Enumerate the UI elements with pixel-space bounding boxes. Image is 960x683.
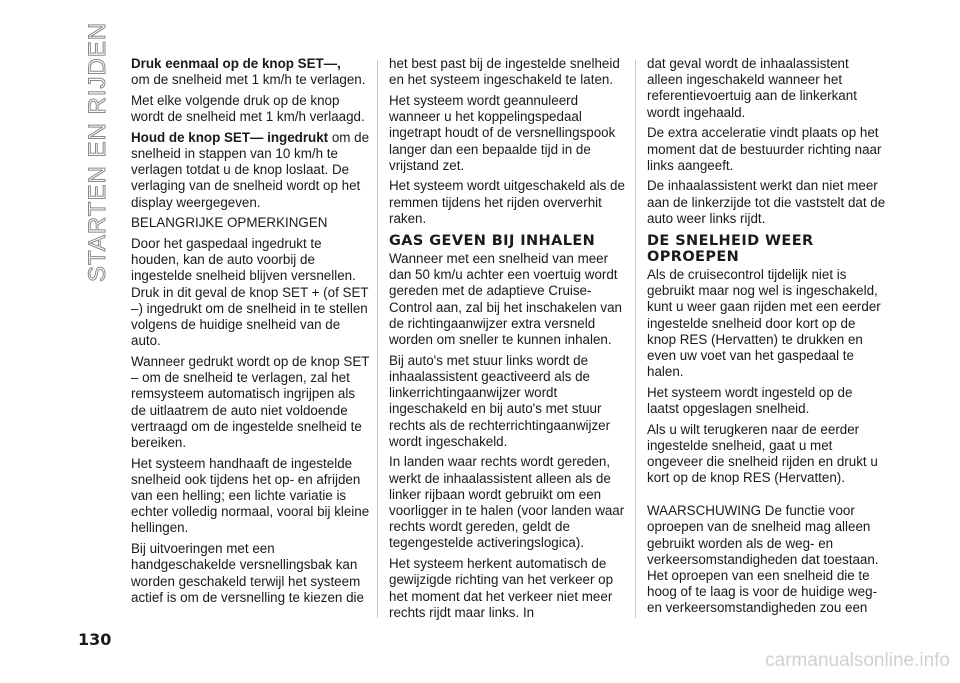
paragraph-text: om de snelheid in stappen van 10 km/h te verlagen totdat u de knop loslaat. De verlaging van de snelheid wordt op het display weergegeven. xyxy=(131,129,370,210)
paragraph xyxy=(131,130,371,211)
section-heading: DE SNELHEID WEER OPROEPEN xyxy=(647,233,814,266)
paragraph: Het systeem wordt ingesteld op de laatst opgeslagen snelheid. xyxy=(647,384,853,417)
paragraph: Het systeem wordt uitgeschakeld als de remmen tijdens het rijden oververhit raken. xyxy=(389,178,625,226)
paragraph: Bij uitvoeringen met een handgeschakelde versnellingsbak kan worden geschakeld terwijl het systeem actief is om de versnelling te kiezen die xyxy=(131,541,364,605)
paragraph: Als u wilt terugkeren naar de eerder ingestelde snelheid, gaat u met ongeveer die snelheid rijden en drukt u kort op de knop RES (Hervatten). xyxy=(647,421,878,486)
bold-instruction: Houd de knop SET— ingedrukt xyxy=(131,129,329,145)
paragraph-text: om de snelheid met 1 km/h te verlagen. xyxy=(131,72,366,88)
chapter-side-title-text: STARTEN EN RIJDEN xyxy=(84,21,111,282)
section-heading: GAS GEVEN BIJ INHALEN xyxy=(389,233,596,250)
page-number: 130 xyxy=(78,630,112,649)
paragraph: Wanneer gedrukt wordt op de knop SET – om de snelheid te verlagen, zal het remsysteem automatisch ingrijpen als de uitlaatrem de auto niet voldoende vertraagd om de ingestelde snelheid te bereiken. xyxy=(131,353,370,450)
warning-paragraph: WAARSCHUWING De functie voor oproepen van de snelheid mag alleen gebruikt worden als de weg- en verkeersomstandigheden dat toestaan. Het oproepen van een snelheid die te hoog of te laag is voor de huidige weg- en verkeersomstandigheden zou een xyxy=(647,503,879,616)
paragraph: dat geval wordt de inhaalassistent alleen ingeschakeld wanneer het referentievoertuig aan de linkerkant wordt ingehaald. xyxy=(647,56,857,120)
paragraph: Door het gaspedaal ingedrukt te houden, kan de auto voorbij de ingestelde snelheid blijven versnellen. Druk in dit geval de knop SET + (of SET –) ingedrukt om de snelheid in te stellen volgens de huidige snelheid van de auto. xyxy=(131,236,369,349)
text-column-3 xyxy=(647,56,887,621)
chapter-side-title xyxy=(80,21,112,282)
notes-heading: BELANGRIJKE OPMERKINGEN xyxy=(131,215,328,231)
paragraph: Bij auto's met stuur links wordt de inhaalassistent geactiveerd als de linkerrichtingaanwijzer wordt ingeschakeld en bij auto's met stuur rechts als de rechterrichtingaanwijzer wordt ingeschakeld. xyxy=(389,352,611,449)
spacer xyxy=(647,491,887,503)
paragraph: Het systeem herkent automatisch de gewijzigde richting van het verkeer op het moment dat het verkeer niet meer rechts rijdt maar links. In xyxy=(389,556,614,620)
text-column-2 xyxy=(389,56,629,626)
paragraph xyxy=(131,56,371,88)
watermark: carmanualsonline.info xyxy=(765,650,950,671)
paragraph: In landen waar rechts wordt gereden, werkt de inhaalassistent alleen als de linker rijbaan wordt gebruikt om een voorligger in te halen (voor landen waar rechts wordt gereden, geldt de tegengestelde activeringslogica). xyxy=(389,454,625,551)
paragraph: Wanneer met een snelheid van meer dan 50 km/u achter een voertuig wordt gereden met de adaptieve Cruise-Control aan, zal bij het inschakelen van de richtingaanwijzer extra versneld worden om sneller te kunnen inhalen. xyxy=(389,251,622,348)
paragraph: Het systeem wordt geannuleerd wanneer u het koppelingspedaal ingetrapt houdt of de versnellingspook langer dan een bepaalde tijd in de vrijstand zet. xyxy=(389,92,616,173)
text-column-1 xyxy=(131,56,371,611)
paragraph: De extra acceleratie vindt plaats op het moment dat de bestuurder richting naar links aangeeft. xyxy=(647,125,882,173)
paragraph: Als de cruisecontrol tijdelijk niet is gebruikt maar nog wel is ingeschakeld, kunt u weer gaan rijden met een eerder ingestelde snelheid door kort op de knop RES (Hervatten) te drukken en even uw voet van het gaspedaal te halen. xyxy=(647,267,881,380)
paragraph: Het systeem handhaaft de ingestelde snelheid ook tijdens het op- en afrijden van een helling; een lichte variatie is echter volledig normaal, vooral bij kleine hellingen. xyxy=(131,455,370,536)
paragraph: Met elke volgende druk op de knop wordt de snelheid met 1 km/h verlaagd. xyxy=(131,92,365,125)
bold-instruction: Druk eenmaal op de knop SET—, xyxy=(131,56,341,71)
paragraph: het best past bij de ingestelde snelheid en het systeem ingeschakeld te laten. xyxy=(389,56,620,88)
column-divider xyxy=(635,60,636,618)
paragraph: De inhaalassistent werkt dan niet meer aan de linkerzijde tot die vaststelt dat de auto weer links rijdt. xyxy=(647,178,886,226)
column-divider xyxy=(377,60,378,618)
